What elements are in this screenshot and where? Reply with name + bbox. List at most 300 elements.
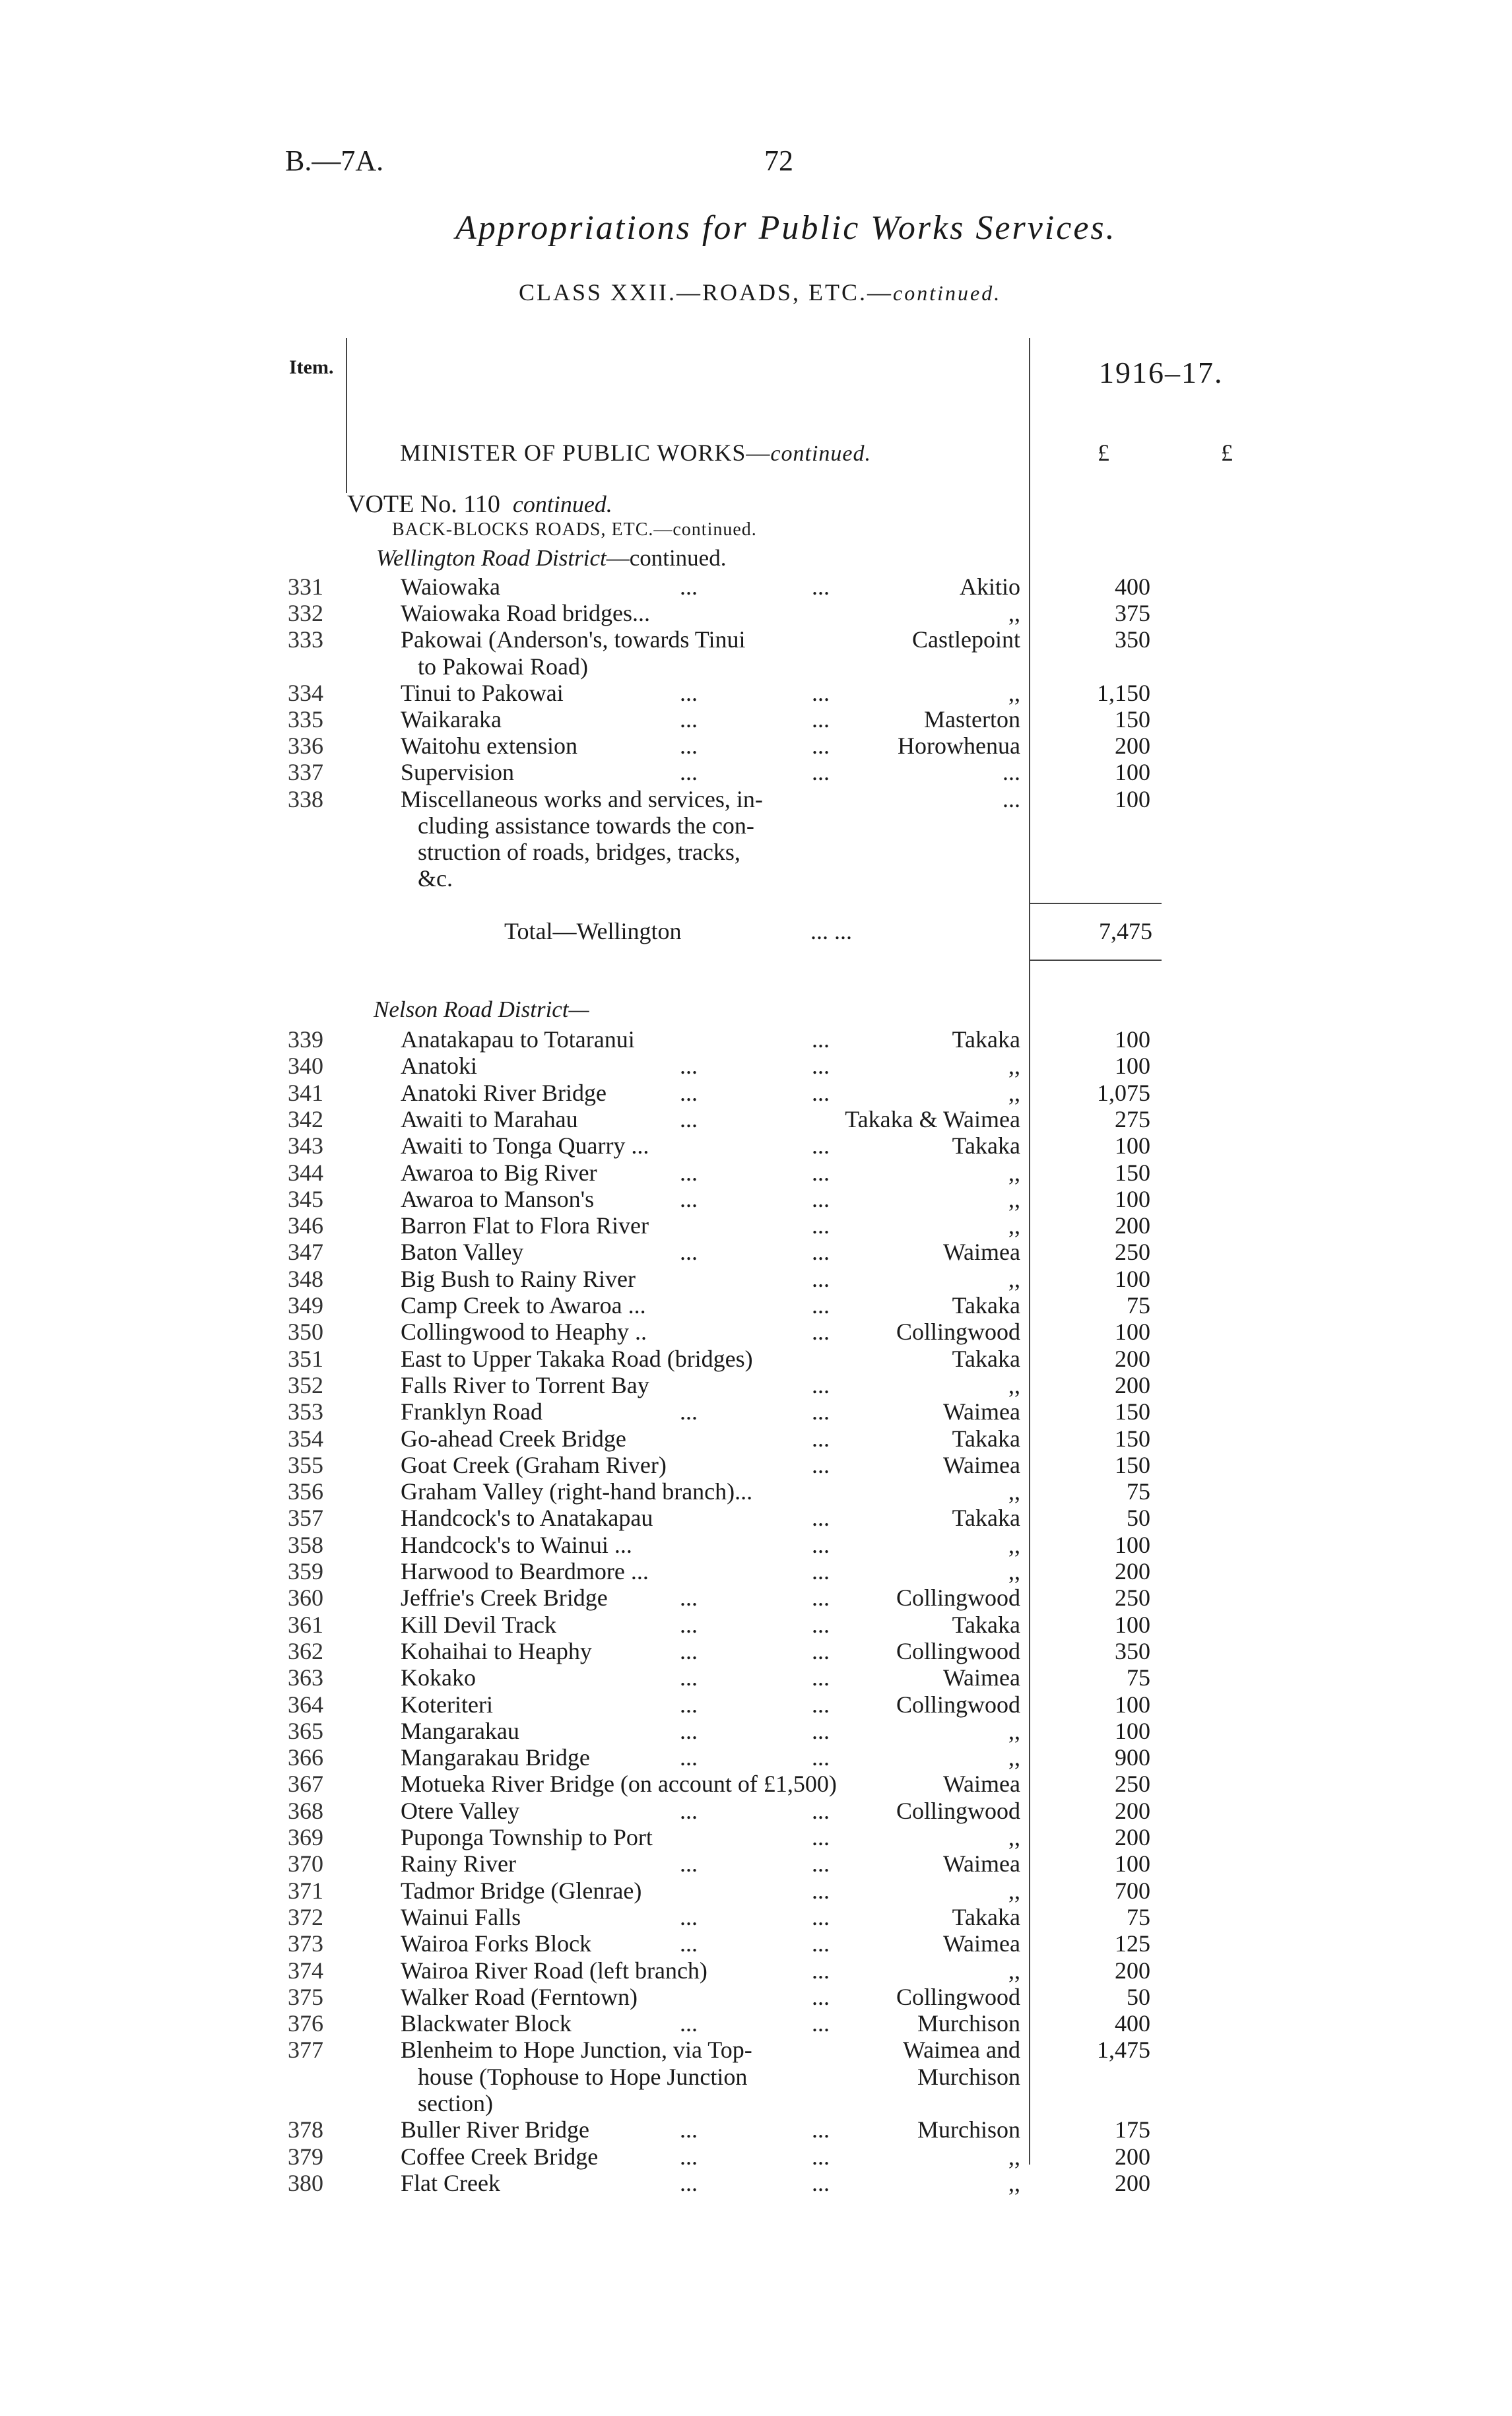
item-description: Tadmor Bridge (Glenrae) (401, 1877, 642, 1904)
item-number: 338 (288, 785, 323, 812)
leader-dots: ... (680, 1239, 698, 1266)
district-column-rule (1029, 338, 1030, 998)
item-description: house (Tophouse to Hope Junction (418, 2063, 748, 2090)
wellington-district-name: Wellington Road District (376, 545, 607, 571)
vote-heading-main: VOTE No. 110 (347, 490, 500, 518)
total-leader-dots: ... ... (810, 918, 852, 944)
item-district: Takaka (952, 1132, 1020, 1159)
leader-dots: ... (812, 1797, 830, 1824)
table-row (0, 1611, 1512, 1637)
item-description: section) (418, 2089, 493, 2116)
item-number: 369 (288, 1824, 323, 1850)
item-number: 361 (288, 1611, 323, 1638)
item-district: ,, (1008, 1824, 1020, 1850)
table-row (0, 1265, 1512, 1291)
item-description: Goat Creek (Graham River) (401, 1451, 667, 1478)
item-district: Takaka (952, 1611, 1020, 1638)
item-amount: 100 (1115, 1717, 1150, 1744)
item-amount: 200 (1115, 1558, 1150, 1584)
item-number: 374 (288, 1957, 323, 1984)
item-district: ,, (1008, 1717, 1020, 1744)
item-description: Graham Valley (right-hand branch)... (401, 1478, 753, 1505)
leader-dots: ... (812, 1744, 830, 1771)
table-row (0, 1797, 1512, 1823)
item-amount: 200 (1115, 2143, 1150, 2170)
item-number: 360 (288, 1584, 323, 1612)
item-amount: 100 (1115, 1132, 1150, 1159)
item-district: ,, (1008, 600, 1020, 627)
item-number: 365 (288, 1717, 323, 1744)
table-row (0, 1691, 1512, 1717)
item-number: 341 (288, 1079, 323, 1106)
item-district: Waimea (942, 1664, 1020, 1691)
item-amount: 200 (1115, 1824, 1150, 1850)
table-row (0, 1717, 1512, 1744)
leader-dots: ... (812, 2169, 830, 2196)
table-row (0, 573, 1512, 599)
item-description: Anatoki River Bridge (401, 1079, 607, 1106)
item-district: Horowhenua (898, 733, 1020, 760)
item-district: Waimea (942, 1930, 1020, 1957)
table-row (0, 1026, 1512, 1052)
leader-dots: ... (812, 1691, 830, 1718)
item-district: Takaka & Waimea (845, 1105, 1020, 1132)
item-description: Koteriteri (401, 1691, 493, 1718)
item-number: 339 (288, 1026, 323, 1053)
leader-dots: ... (680, 1717, 698, 1744)
leader-dots: ... (680, 1159, 698, 1186)
table-row (0, 1770, 1512, 1796)
leader-dots: ... (812, 1664, 830, 1691)
table-row (0, 2116, 1512, 2142)
item-district: Murchison (917, 2116, 1020, 2143)
item-amount: 100 (1115, 1185, 1150, 1212)
item-number: 331 (288, 573, 323, 600)
item-district: ,, (1008, 2143, 1020, 2170)
item-amount: 400 (1115, 2010, 1150, 2037)
leader-dots: ... (812, 1611, 830, 1638)
leader-dots: ... (812, 1531, 830, 1558)
item-amount: 175 (1115, 2116, 1150, 2143)
item-district: Takaka (952, 1425, 1020, 1452)
item-district: Collingwood (896, 1691, 1020, 1718)
table-row (0, 2169, 1512, 2196)
item-number: 364 (288, 1691, 323, 1718)
table-row (0, 1744, 1512, 1770)
leader-dots: ... (680, 733, 698, 760)
item-description: Awaiti to Tonga Quarry ... (401, 1132, 649, 1159)
item-description: Otere Valley (401, 1797, 520, 1824)
item-number: 380 (288, 2169, 323, 2196)
item-description: Awaroa to Big River (401, 1159, 597, 1186)
minister-heading-continued: continued. (770, 441, 871, 466)
wellington-district-heading (376, 545, 726, 571)
table-row (0, 1398, 1512, 1424)
item-amount: 700 (1115, 1877, 1150, 1904)
table-row (0, 732, 1512, 758)
leader-dots: ... (812, 1425, 830, 1452)
item-description: Blackwater Block (401, 2010, 572, 2037)
item-description: Waiowaka (401, 573, 501, 600)
item-number: 340 (288, 1053, 323, 1080)
item-number: 378 (288, 2116, 323, 2143)
item-number: 377 (288, 2037, 323, 2064)
vote-heading-continued: continued. (512, 491, 612, 517)
item-description: Big Bush to Rainy River (401, 1265, 636, 1292)
item-number: 356 (288, 1478, 323, 1505)
table-row (0, 1584, 1512, 1610)
item-district: ,, (1008, 679, 1020, 706)
backblocks-heading: BACK-BLOCKS ROADS, ETC.—continued. (392, 519, 757, 540)
item-amount: 200 (1115, 2169, 1150, 2196)
item-description: Barron Flat to Flora River (401, 1212, 649, 1239)
leader-dots: ... (812, 1930, 830, 1957)
item-description: Falls River to Torrent Bay (401, 1371, 649, 1398)
item-amount: 900 (1115, 1744, 1150, 1771)
leader-dots: ... (680, 1850, 698, 1877)
item-number: 362 (288, 1637, 323, 1664)
table-row (0, 1238, 1512, 1264)
item-district: Collingwood (896, 1637, 1020, 1664)
item-amount: 250 (1115, 1771, 1150, 1798)
item-amount: 150 (1115, 1398, 1150, 1425)
table-row (0, 1504, 1512, 1530)
item-amount: 50 (1127, 1505, 1150, 1532)
leader-dots: ... (680, 2169, 698, 2196)
item-number: 355 (288, 1451, 323, 1478)
item-amount: 100 (1115, 1531, 1150, 1558)
item-district: Castlepoint (912, 626, 1020, 653)
wellington-district-continued: —continued. (606, 545, 727, 571)
item-number: 344 (288, 1159, 323, 1186)
item-amount: 1,475 (1097, 2037, 1150, 2064)
item-description: Miscellaneous works and services, in- (401, 785, 763, 812)
item-number: 354 (288, 1425, 323, 1452)
table-row (0, 1930, 1512, 1956)
pound-column-header: £ (1098, 440, 1109, 466)
leader-dots: ... (680, 1797, 698, 1824)
item-description: Mangarakau Bridge (401, 1744, 590, 1771)
item-column-rule-top (346, 338, 347, 493)
leader-dots: ... (812, 1983, 830, 2010)
leader-dots: ... (812, 1850, 830, 1877)
total-rule-top (1030, 903, 1162, 904)
leader-dots: ... (680, 1637, 698, 1664)
item-amount: 75 (1127, 1903, 1150, 1930)
item-amount: 200 (1115, 1797, 1150, 1824)
leader-dots: ... (812, 2010, 830, 2037)
item-description: Awaiti to Marahau (401, 1105, 578, 1132)
leader-dots: ... (812, 573, 830, 600)
leader-dots: ... (680, 1053, 698, 1080)
item-description: Waiowaka Road bridges... (401, 600, 650, 627)
leader-dots: ... (680, 679, 698, 706)
leader-dots: ... (812, 1079, 830, 1106)
item-description: Waitohu extension (401, 733, 578, 760)
table-row (0, 1664, 1512, 1690)
item-number: 335 (288, 706, 323, 733)
item-description: Rainy River (401, 1850, 516, 1877)
leader-dots: ... (680, 1105, 698, 1132)
item-amount: 100 (1115, 785, 1150, 812)
leader-dots: ... (812, 759, 830, 786)
leader-dots: ... (812, 1132, 830, 1159)
leader-dots: ... (812, 1185, 830, 1212)
table-row (0, 1318, 1512, 1344)
table-row (0, 1185, 1512, 1212)
item-district: ,, (1008, 1212, 1020, 1239)
item-district: ,, (1008, 1531, 1020, 1558)
item-number: 350 (288, 1319, 323, 1346)
item-number: 363 (288, 1664, 323, 1691)
leader-dots: ... (812, 1717, 830, 1744)
item-number: 358 (288, 1531, 323, 1558)
item-description: Awaroa to Manson's (401, 1185, 595, 1212)
table-row (0, 1052, 1512, 1078)
item-amount: 200 (1115, 1371, 1150, 1398)
item-amount: 100 (1115, 1026, 1150, 1053)
item-amount: 150 (1115, 706, 1150, 733)
item-number: 379 (288, 2143, 323, 2170)
item-description: Supervision (401, 759, 515, 786)
item-number: 353 (288, 1398, 323, 1425)
class-heading (519, 278, 1001, 306)
leader-dots: ... (812, 679, 830, 706)
leader-dots: ... (812, 1371, 830, 1398)
item-amount: 100 (1115, 1053, 1150, 1080)
item-amount: 100 (1115, 1265, 1150, 1292)
table-row (0, 679, 1512, 705)
leader-dots: ... (680, 1691, 698, 1718)
item-district: Waimea (942, 1451, 1020, 1478)
leader-dots: ... (680, 1079, 698, 1106)
table-row (0, 1291, 1512, 1318)
leader-dots: ... (812, 1053, 830, 1080)
item-amount: 350 (1115, 626, 1150, 653)
item-number: 351 (288, 1345, 323, 1372)
item-number: 372 (288, 1903, 323, 1930)
table-row (0, 785, 1512, 892)
leader-dots: ... (680, 1611, 698, 1638)
item-amount: 100 (1115, 1691, 1150, 1718)
table-row (0, 1425, 1512, 1451)
table-row (0, 2143, 1512, 2169)
item-number: 359 (288, 1558, 323, 1584)
table-row (0, 1478, 1512, 1504)
leader-dots: ... (680, 1744, 698, 1771)
leader-dots: ... (812, 1877, 830, 1904)
item-district: ,, (1008, 1265, 1020, 1292)
item-description: cluding assistance towards the con- (418, 812, 754, 839)
leader-dots: ... (812, 1824, 830, 1850)
item-description: Handcock's to Anatakapau (401, 1505, 653, 1532)
item-description: Anatoki (401, 1053, 477, 1080)
nelson-district-heading: Nelson Road District— (374, 996, 589, 1022)
leader-dots: ... (812, 1159, 830, 1186)
page-number: 72 (764, 145, 793, 177)
item-district: Waimea (942, 1771, 1020, 1798)
item-district: Takaka (952, 1505, 1020, 1532)
item-amount: 200 (1115, 1212, 1150, 1239)
item-number: 373 (288, 1930, 323, 1957)
item-district: Collingwood (896, 1584, 1020, 1612)
table-row (0, 705, 1512, 732)
table-row (0, 1212, 1512, 1238)
item-amount: 75 (1127, 1478, 1150, 1505)
item-amount: 400 (1115, 573, 1150, 600)
item-number: 349 (288, 1292, 323, 1319)
item-description: Puponga Township to Port (401, 1824, 653, 1850)
item-number: 368 (288, 1797, 323, 1824)
item-district: ,, (1008, 2169, 1020, 2196)
table-row (0, 1132, 1512, 1158)
item-district: ,, (1008, 1185, 1020, 1212)
item-amount: 200 (1115, 733, 1150, 760)
class-heading-main: CLASS XXII.—ROADS, ETC.— (519, 279, 894, 306)
item-number: 337 (288, 759, 323, 786)
item-description: Baton Valley (401, 1239, 524, 1266)
item-amount: 150 (1115, 1425, 1150, 1452)
item-district: ,, (1008, 1371, 1020, 1398)
minister-heading-main: MINISTER OF PUBLIC WORKS— (400, 440, 771, 466)
table-row (0, 1823, 1512, 1850)
leader-dots: ... (812, 733, 830, 760)
item-description: Motueka River Bridge (on account of £1,500) (401, 1771, 837, 1798)
table-row (0, 1957, 1512, 1983)
item-description: East to Upper Takaka Road (bridges) (401, 1345, 753, 1372)
item-amount: 250 (1115, 1584, 1150, 1612)
leader-dots: ... (812, 2143, 830, 2170)
item-district: ... (1003, 785, 1020, 812)
total-rule-bottom (1030, 960, 1162, 961)
leader-dots: ... (812, 1398, 830, 1425)
item-amount: 150 (1115, 1159, 1150, 1186)
item-description: Go-ahead Creek Bridge (401, 1425, 626, 1452)
item-district: Waimea (942, 1398, 1020, 1425)
item-amount: 75 (1127, 1664, 1150, 1691)
item-amount: 100 (1115, 759, 1150, 786)
item-district: Collingwood (896, 1319, 1020, 1346)
table-row (0, 2036, 1512, 2116)
item-description: Kill Devil Track (401, 1611, 557, 1638)
item-description: Anatakapau to Totaranui (401, 1026, 635, 1053)
item-amount: 350 (1115, 1637, 1150, 1664)
item-number: 334 (288, 679, 323, 706)
item-district: Takaka (952, 1903, 1020, 1930)
item-description: Waikaraka (401, 706, 502, 733)
item-district: Collingwood (896, 1983, 1020, 2010)
item-number: 352 (288, 1371, 323, 1398)
year-column-header: 1916–17. (1099, 356, 1224, 389)
leader-dots: ... (812, 1957, 830, 1984)
item-number: 347 (288, 1239, 323, 1266)
item-description: &c. (418, 865, 453, 892)
item-number: 348 (288, 1265, 323, 1292)
item-description: Flat Creek (401, 2169, 500, 2196)
item-description: Harwood to Beardmore ... (401, 1558, 649, 1584)
leader-dots: ... (812, 1451, 830, 1478)
table-row (0, 1850, 1512, 1876)
item-amount: 50 (1127, 1983, 1150, 2010)
leader-dots: ... (680, 2116, 698, 2143)
wellington-total-row (0, 917, 1512, 944)
item-number: 376 (288, 2010, 323, 2037)
item-number: 375 (288, 1983, 323, 2010)
document-reference: B.—7A. (285, 145, 384, 177)
vote-heading (347, 490, 612, 519)
table-row (0, 1105, 1512, 1132)
leader-dots: ... (812, 706, 830, 733)
table-row (0, 599, 1512, 626)
table-row (0, 1159, 1512, 1185)
item-amount: 375 (1115, 600, 1150, 627)
item-district: Takaka (952, 1026, 1020, 1053)
item-amount: 200 (1115, 1957, 1150, 1984)
pound-column-header-2: £ (1221, 440, 1233, 466)
leader-dots: ... (680, 1398, 698, 1425)
item-district: ,, (1008, 1478, 1020, 1505)
table-row (0, 1903, 1512, 1930)
item-description: Buller River Bridge (401, 2116, 589, 2143)
item-district: ,, (1008, 1558, 1020, 1584)
item-amount: 100 (1115, 1850, 1150, 1877)
leader-dots: ... (812, 1212, 830, 1239)
leader-dots: ... (680, 1584, 698, 1612)
item-district: ,, (1008, 1053, 1020, 1080)
item-column-header: Item. (289, 356, 334, 378)
leader-dots: ... (680, 573, 698, 600)
leader-dots: ... (812, 1265, 830, 1292)
item-description: Camp Creek to Awaroa ... (401, 1292, 646, 1319)
item-district: Waimea (942, 1850, 1020, 1877)
page-title: Appropriations for Public Works Services. (455, 209, 1117, 247)
item-number: 342 (288, 1105, 323, 1132)
table-row (0, 1531, 1512, 1557)
table-row (0, 1557, 1512, 1584)
item-description: Wainui Falls (401, 1903, 521, 1930)
item-district: Waimea (942, 1239, 1020, 1266)
item-amount: 150 (1115, 1451, 1150, 1478)
item-number: 346 (288, 1212, 323, 1239)
leader-dots: ... (680, 1664, 698, 1691)
item-description: struction of roads, bridges, tracks, (418, 838, 740, 865)
item-amount: 275 (1115, 1105, 1150, 1132)
item-amount: 125 (1115, 1930, 1150, 1957)
item-amount: 100 (1115, 1319, 1150, 1346)
table-row (0, 626, 1512, 680)
leader-dots: ... (680, 1185, 698, 1212)
table-row (0, 1079, 1512, 1105)
item-description: Pakowai (Anderson's, towards Tinui (401, 626, 746, 653)
item-district: ,, (1008, 1877, 1020, 1904)
table-row (0, 1451, 1512, 1478)
item-description: Wairoa River Road (left branch) (401, 1957, 707, 1984)
leader-dots: ... (812, 1637, 830, 1664)
item-description: Collingwood to Heaphy .. (401, 1319, 647, 1346)
item-amount: 100 (1115, 1611, 1150, 1638)
item-district: Collingwood (896, 1797, 1020, 1824)
item-description: Handcock's to Wainui ... (401, 1531, 632, 1558)
item-description: Kohaihai to Heaphy (401, 1637, 592, 1664)
item-number: 343 (288, 1132, 323, 1159)
item-district: Murchison (917, 2010, 1020, 2037)
item-district: Akitio (959, 573, 1020, 600)
item-district: Murchison (917, 2063, 1020, 2090)
leader-dots: ... (812, 1026, 830, 1053)
item-description: Walker Road (Ferntown) (401, 1983, 638, 2010)
leader-dots: ... (812, 1558, 830, 1584)
table-row (0, 758, 1512, 785)
